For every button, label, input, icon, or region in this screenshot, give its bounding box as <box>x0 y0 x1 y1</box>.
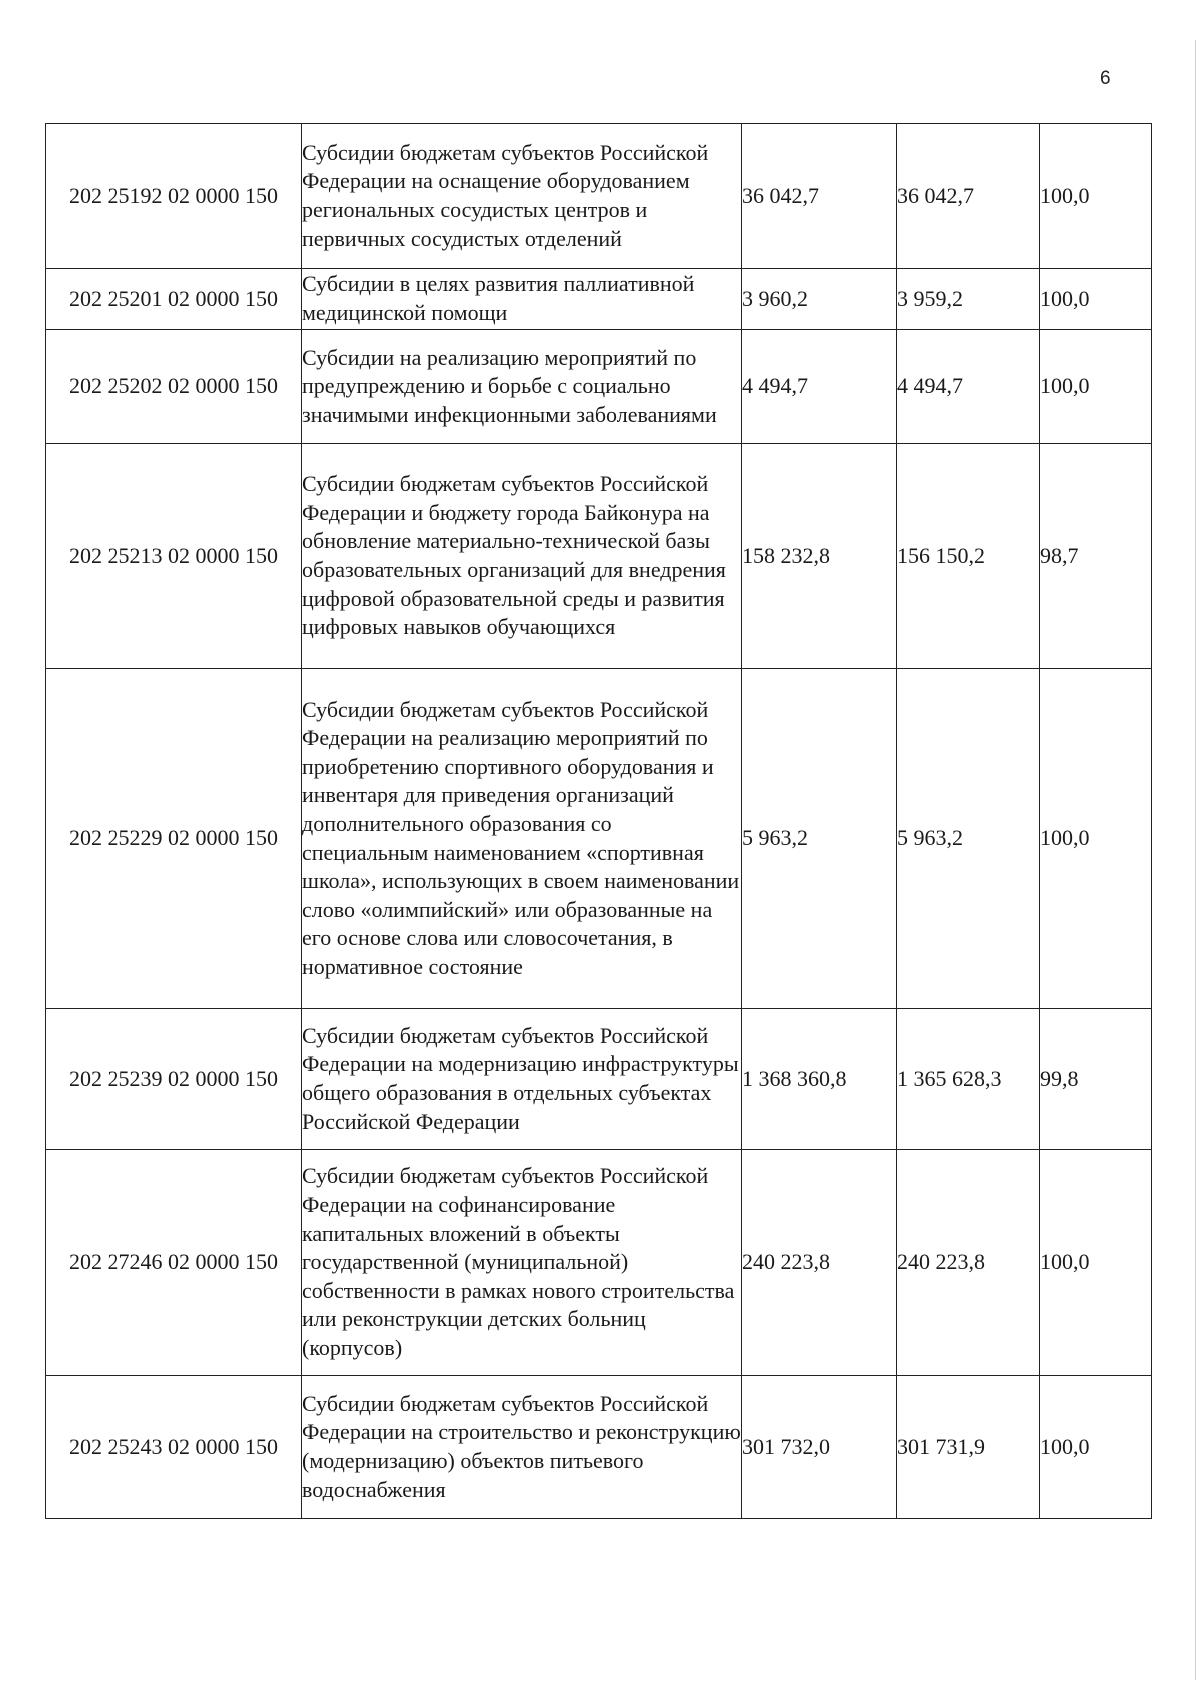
row-code: 202 25229 02 0000 150 <box>46 669 302 1009</box>
row-percent: 98,7 <box>1040 444 1152 669</box>
table-row <box>46 444 1152 669</box>
row-planned: 240 223,8 <box>742 1150 897 1376</box>
row-executed: 156 150,2 <box>897 444 1040 669</box>
row-planned: 3 960,2 <box>742 269 897 330</box>
row-planned: 36 042,7 <box>742 124 897 269</box>
table-row <box>46 669 1152 1009</box>
row-percent: 100,0 <box>1040 669 1152 1009</box>
row-executed: 36 042,7 <box>897 124 1040 269</box>
row-code: 202 25213 02 0000 150 <box>46 444 302 669</box>
row-description: Субсидии бюджетам субъектов Российской Федерации и бюджету города Байконура на обновление материально-технической базы образовательных организаций для внедрения цифровой образовательной среды и развития цифровых навыков обучающихся <box>302 444 742 669</box>
row-executed: 4 494,7 <box>897 330 1040 444</box>
row-percent: 99,8 <box>1040 1009 1152 1150</box>
table-row <box>46 124 1152 269</box>
table-row <box>46 269 1152 330</box>
budget-table <box>45 123 1152 1519</box>
row-executed: 3 959,2 <box>897 269 1040 330</box>
row-percent: 100,0 <box>1040 330 1152 444</box>
row-planned: 5 963,2 <box>742 669 897 1009</box>
row-planned: 4 494,7 <box>742 330 897 444</box>
row-percent: 100,0 <box>1040 124 1152 269</box>
row-executed: 240 223,8 <box>897 1150 1040 1376</box>
row-percent: 100,0 <box>1040 1376 1152 1519</box>
row-description: Субсидии бюджетам субъектов Российской Федерации на строительство и реконструкцию (модернизацию) объектов питьевого водоснабжения <box>302 1376 742 1519</box>
row-percent: 100,0 <box>1040 269 1152 330</box>
row-description: Субсидии бюджетам субъектов Российской Федерации на реализацию мероприятий по приобретению спортивного оборудования и инвентаря для приведения организаций дополнительного образования со специальным наименованием «спортивная школа», использующих в своем наименовании слово «олимпийский» или образованные на его основе слова или словосочетания, в нормативное состояние <box>302 669 742 1009</box>
row-code: 202 25192 02 0000 150 <box>46 124 302 269</box>
table-row <box>46 330 1152 444</box>
row-percent: 100,0 <box>1040 1150 1152 1376</box>
row-executed: 301 731,9 <box>897 1376 1040 1519</box>
row-executed: 1 365 628,3 <box>897 1009 1040 1150</box>
row-description: Субсидии бюджетам субъектов Российской Федерации на оснащение оборудованием региональных сосудистых центров и первичных сосудистых отделений <box>302 124 742 269</box>
row-code: 202 25201 02 0000 150 <box>46 269 302 330</box>
row-code: 202 25202 02 0000 150 <box>46 330 302 444</box>
row-planned: 158 232,8 <box>742 444 897 669</box>
table-row <box>46 1150 1152 1376</box>
row-planned: 301 732,0 <box>742 1376 897 1519</box>
table-row <box>46 1009 1152 1150</box>
row-executed: 5 963,2 <box>897 669 1040 1009</box>
table-row <box>46 1376 1152 1519</box>
row-code: 202 27246 02 0000 150 <box>46 1150 302 1376</box>
row-planned: 1 368 360,8 <box>742 1009 897 1150</box>
row-code: 202 25243 02 0000 150 <box>46 1376 302 1519</box>
row-description: Субсидии в целях развития паллиативной медицинской помощи <box>302 269 742 330</box>
row-description: Субсидии бюджетам субъектов Российской Федерации на модернизацию инфраструктуры общего образования в отдельных субъектах Российской Федерации <box>302 1009 742 1150</box>
row-description: Субсидии на реализацию мероприятий по предупреждению и борьбе с социально значимыми инфекционными заболеваниями <box>302 330 742 444</box>
scan-edge-line <box>1195 40 1196 1680</box>
row-description: Субсидии бюджетам субъектов Российской Федерации на софинансирование капитальных вложений в объекты государственной (муниципальной) собственности в рамках нового строительства или реконструкции детских больниц (корпусов) <box>302 1150 742 1376</box>
page-number: 6 <box>1100 68 1111 89</box>
row-code: 202 25239 02 0000 150 <box>46 1009 302 1150</box>
